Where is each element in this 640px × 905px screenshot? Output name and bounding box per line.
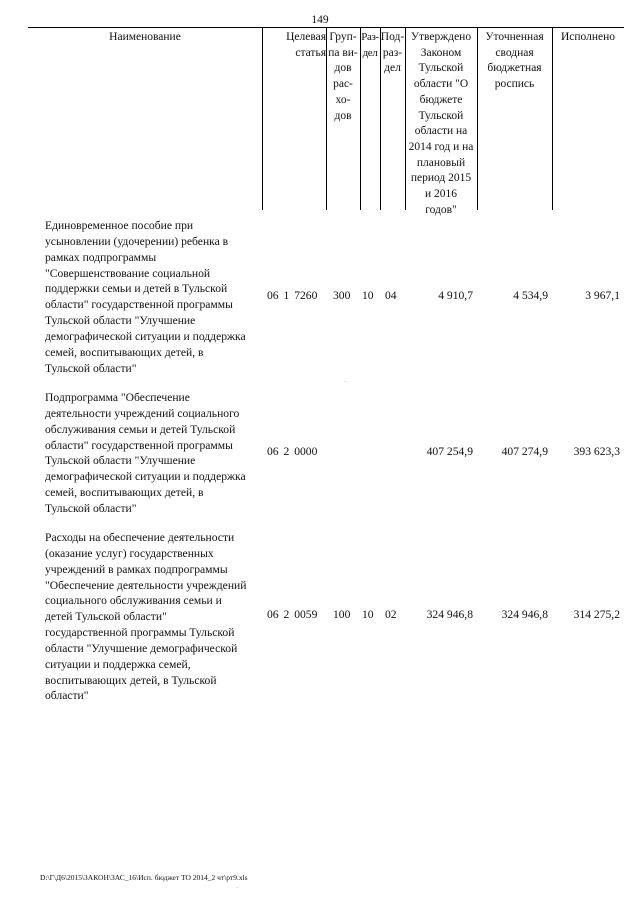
row-section: 10 bbox=[362, 289, 374, 302]
row-executed: 3 967,1 bbox=[585, 289, 620, 302]
row-expense-group: 100 bbox=[333, 608, 351, 621]
row-executed: 393 623,3 bbox=[573, 445, 620, 458]
row-revised: 4 534,9 bbox=[513, 289, 548, 302]
header-target-article: Целевая статья bbox=[286, 31, 326, 59]
row-approved: 4 910,7 bbox=[438, 289, 473, 302]
header-revised-budget: Уточненная сводная бюджетная роспись bbox=[485, 31, 544, 91]
file-path-footer: D:\Г\Д6\2015\ЗАКОН\ЗАС_16\Исп. бюджет ТО 2014_2 чт\рт9.xls bbox=[40, 873, 248, 882]
row-target-article: 06 2 0059 bbox=[267, 608, 318, 621]
row-target-article: 06 1 7260 bbox=[267, 289, 318, 302]
header-expense-group: Груп- па ви- дов рас- хо- дов bbox=[328, 31, 358, 122]
row-revised: 324 946,8 bbox=[501, 608, 548, 621]
row-name: Расходы на обеспечение деятельности (оказание услуг) государственных учреждений в рамках подпрограммы "Обеспечение деятельности учреждений социального обслуживания семьи и детей Тульской области" государственной программы Тульской области "Улучшение демографической ситуации и поддержка семей, воспитывающих детей, в Тульской области" bbox=[45, 531, 247, 703]
header-section: Раз- дел bbox=[361, 31, 379, 59]
row-name: Подпрограмма "Обеспечение деятельности учреждений социального обслуживания семьи и детей Тульской области" государственной программы Тульской области "Улучшение демографической ситуации и поддержка семей, воспитывающих детей, в Тульской области" bbox=[45, 391, 246, 515]
column-divider bbox=[552, 27, 553, 210]
row-revised: 407 274,9 bbox=[501, 445, 548, 458]
header-approved-law: Утверждено Законом Тульской области "О бюджете Тульской области на 2014 год и на плановый период 2015 и 2016 годов" bbox=[408, 31, 474, 216]
header-subsection: Под- раз- дел bbox=[380, 31, 405, 75]
row-subsection: 04 bbox=[385, 289, 397, 302]
row-subsection: 02 bbox=[385, 608, 397, 621]
row-approved: 324 946,8 bbox=[426, 608, 473, 621]
header-executed: Исполнено bbox=[560, 31, 616, 43]
row-target-article: 06 2 0000 bbox=[267, 445, 318, 458]
scan-speck: · bbox=[236, 884, 239, 892]
row-name: Единовременное пособие при усыновлении (удочерении) ребенка в рамках подпрограммы "Совершенствование социальной поддержки семьи и детей в Тульской области" государственной программы Тульской области "Улучшение демографической ситуации и поддержка семей, воспитывающих детей, в Тульской области" bbox=[45, 219, 246, 375]
row-executed: 314 275,2 bbox=[573, 608, 620, 621]
header-name: Наименование bbox=[109, 31, 181, 43]
row-section: 10 bbox=[362, 608, 374, 621]
row-expense-group: 300 bbox=[333, 289, 351, 302]
page-number: 149 bbox=[311, 14, 329, 26]
scan-speck: · bbox=[344, 378, 347, 386]
row-approved: 407 254,9 bbox=[426, 445, 473, 458]
